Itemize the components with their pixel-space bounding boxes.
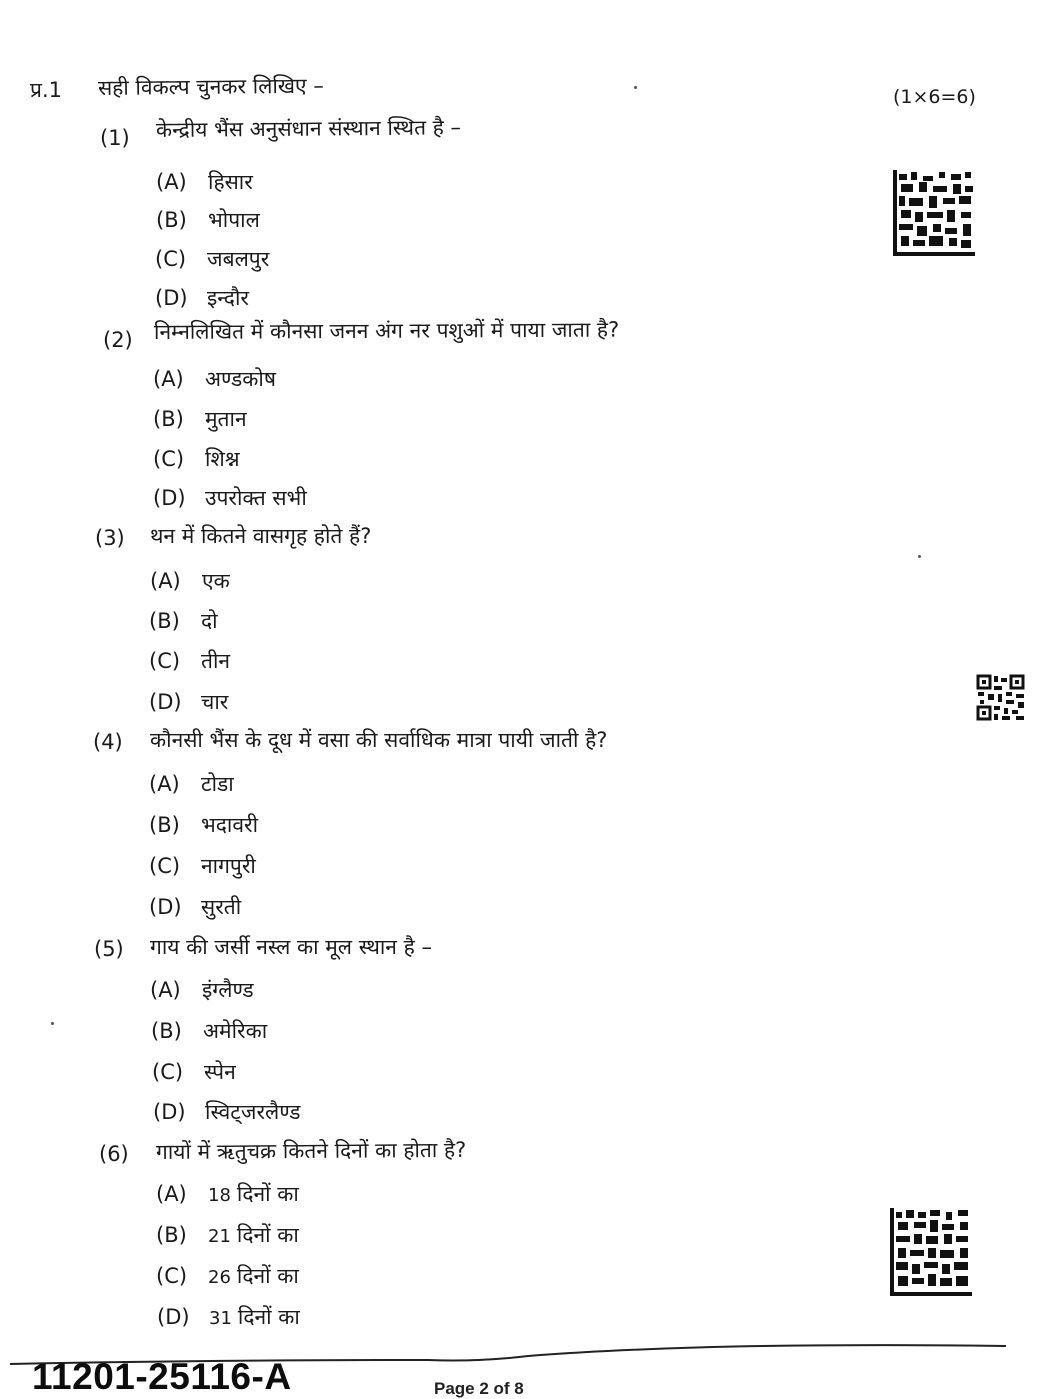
- question-number: (2): [103, 328, 133, 352]
- option: [156, 206, 260, 234]
- option-label: (D): [153, 486, 186, 510]
- option-label: (A): [149, 772, 180, 796]
- option-text: स्पेन: [204, 1060, 236, 1084]
- option-label: (A): [150, 569, 181, 593]
- option-label: (C): [152, 1060, 184, 1084]
- option-text: दिनों का: [236, 1223, 299, 1247]
- option-text: टोडा: [201, 772, 234, 796]
- option-label: (D): [149, 895, 182, 919]
- paper-code: 11201-25116-A: [32, 1356, 292, 1397]
- option: [155, 284, 249, 312]
- option-label: (D): [157, 1305, 190, 1329]
- option: [150, 976, 254, 1004]
- option: [157, 1303, 300, 1331]
- option-text: चार: [201, 690, 229, 714]
- option: [150, 567, 230, 595]
- option-label: (D): [155, 286, 188, 310]
- question-text: कौनसी भैंस के दूध में वसा की सर्वाधिक मात्रा पायी जाती है?: [150, 728, 608, 752]
- option-text: उपरोक्त सभी: [205, 486, 307, 510]
- option-text: जबलपुर: [207, 247, 270, 271]
- option: [156, 1262, 299, 1290]
- option-text: इंग्लैण्ड: [202, 978, 254, 1002]
- option-text: अण्डकोष: [205, 367, 276, 391]
- option-label: (D): [153, 1100, 186, 1124]
- option-text: मुतान: [205, 407, 247, 431]
- question-number: (3): [95, 526, 125, 550]
- option-text: सुरती: [201, 895, 242, 919]
- option: [149, 688, 228, 716]
- option-label: (C): [153, 447, 185, 471]
- option-label: (A): [156, 170, 187, 194]
- option: [153, 445, 240, 473]
- option-number: 26: [208, 1267, 231, 1288]
- option-label: (B): [156, 1223, 187, 1247]
- option: [153, 405, 247, 433]
- option: [153, 365, 276, 393]
- option-number: 21: [208, 1226, 231, 1247]
- option: [149, 852, 256, 880]
- option-number: 18: [208, 1185, 231, 1206]
- option-label: (C): [156, 1264, 188, 1288]
- option-label: (B): [149, 609, 180, 633]
- option-label: (A): [150, 978, 181, 1002]
- instruction: सही विकल्प चुनकर लिखिए –: [97, 73, 324, 100]
- option-text: भदावरी: [201, 813, 259, 837]
- question-number: (4): [93, 730, 123, 754]
- question-number: (1): [100, 126, 130, 150]
- option: [156, 168, 253, 196]
- option: [149, 607, 218, 635]
- option-label: (C): [149, 649, 181, 673]
- marks: (1×6=6): [893, 86, 976, 108]
- option: [149, 811, 258, 839]
- option: [156, 1180, 299, 1208]
- option-text: भोपाल: [208, 208, 260, 232]
- option-label: (B): [156, 208, 187, 232]
- option-text: तीन: [201, 649, 231, 673]
- option-label: (C): [155, 247, 187, 271]
- option-text: एक: [202, 569, 230, 593]
- option-text: हिसार: [208, 170, 253, 194]
- option: [149, 770, 234, 798]
- option-text: दिनों का: [236, 1182, 299, 1206]
- option: [155, 245, 269, 273]
- question-text: निम्नलिखित में कौनसा जनन अंग नर पशुओं में पाया जाता है?: [153, 317, 620, 344]
- option-text: शिश्न: [205, 447, 240, 471]
- option-label: (B): [153, 407, 184, 431]
- option-text: इन्दौर: [207, 286, 249, 310]
- option: [149, 893, 241, 921]
- option-text: नागपुरी: [201, 854, 256, 878]
- option-text: अमेरिका: [203, 1019, 268, 1043]
- qr-code-icon: [976, 674, 1026, 722]
- question-text: केन्द्रीय भैंस अनुसंधान संस्थान स्थित है –: [155, 115, 462, 142]
- option-number: 31: [209, 1308, 232, 1329]
- speck: [634, 86, 637, 89]
- option: [151, 1017, 267, 1045]
- option-label: (B): [149, 813, 180, 837]
- option-text: दिनों का: [237, 1305, 300, 1329]
- option: [153, 1098, 301, 1126]
- question-label: प्र.1: [30, 78, 62, 102]
- question-text: गायों में ऋतुचक्र कितने दिनों का होता है?: [155, 1137, 467, 1164]
- option-text: दिनों का: [236, 1264, 299, 1288]
- question-text: गाय की जर्सी नस्ल का मूल स्थान है –: [150, 935, 432, 959]
- datamatrix-code-icon: [890, 1208, 972, 1296]
- datamatrix-code-icon: [893, 170, 975, 256]
- option-label: (A): [153, 367, 184, 391]
- option: [149, 647, 230, 675]
- speck: [51, 1022, 54, 1025]
- option: [152, 1058, 236, 1086]
- speck: [918, 555, 921, 558]
- page-number: Page 2 of 8: [434, 1379, 524, 1398]
- option-text: स्विट्जरलैण्ड: [205, 1100, 301, 1124]
- option-label: (B): [151, 1019, 182, 1043]
- option: [156, 1221, 299, 1249]
- option: [153, 484, 307, 512]
- option-text: दो: [201, 609, 218, 633]
- option-label: (D): [149, 690, 182, 714]
- question-text: थन में कितने वासगृह होते हैं?: [150, 524, 372, 548]
- question-number: (6): [99, 1142, 129, 1166]
- question-number: (5): [94, 937, 124, 961]
- option-label: (A): [156, 1182, 187, 1206]
- option-label: (C): [149, 854, 181, 878]
